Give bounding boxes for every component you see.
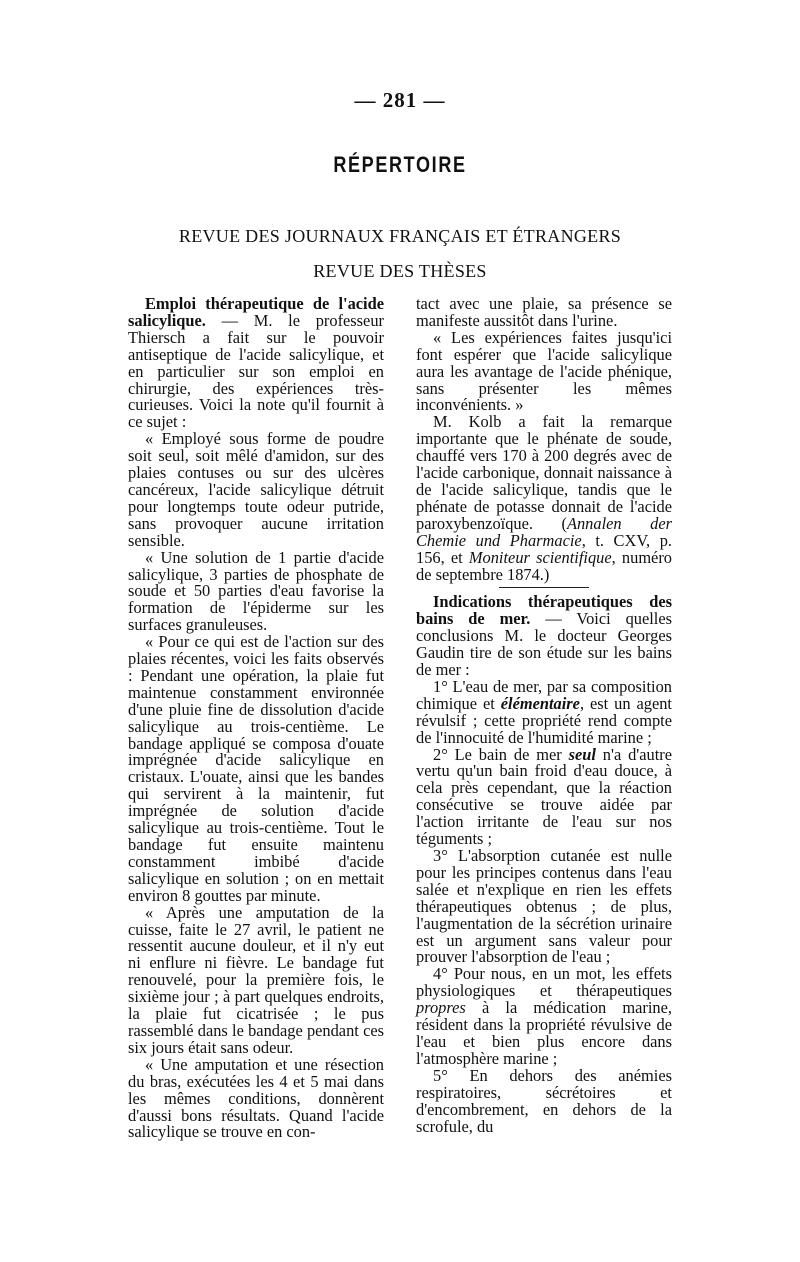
paragraph-text: M. Kolb a fait la remarque importante que le phénate de soude, chauffé vers 170 à 200 degrés avec de l'acide carbonique, donnait naissance à de l'acide salicylique, tandis que le phénate de potasse donnait de l'acide paroxybenzoïque. (: [416, 412, 672, 533]
article-title: Emploi thérapeutique de l'acide salicylique.: [128, 294, 384, 330]
paragraph: « Après une amputation de la cuisse, faite le 27 avril, le patient ne ressentit aucune douleur, et il n'y eut ni enflure ni fièvre. Le bandage fut renouvelé, pour la première fois, le sixième jour ; à part quelques endroits, la plaie fut cicatrisée ; le pus rassemblé dans le bandage pendant ces six jours était sans odeur.: [128, 902, 384, 1057]
emphasis: élémentaire: [500, 693, 580, 713]
paragraph-continuation: tact avec une plaie, sa présence se manifeste aussitôt dans l'urine.: [416, 294, 672, 330]
list-item: 3° L'absorption cutanée est nulle pour les principes contenus dans l'eau salée et n'explique en rien les effets thérapeutiques obtenus ; de plus, l'augmentation de la sécrétion urinaire est un argument sans valeur pour prouver l'absorption de l'eau ;: [416, 846, 672, 967]
list-item: [416, 676, 672, 747]
emphasis: propres: [416, 998, 466, 1018]
article-intro: [416, 594, 672, 679]
right-column: [416, 296, 672, 1135]
thesis-review-heading: REVUE DES THÈSES: [313, 261, 487, 281]
article-intro: [128, 296, 384, 431]
paragraph-text: , t. CXV, p. 156, et: [416, 530, 672, 567]
paragraph: « Pour ce qui est de l'action sur des plaies récentes, voici les faits observés : Pendant une opération, la plaie fut maintenue constamment environnée d'une pluie fine de dissolution d'acide salicylique au trois-centième. Le bandage appliqué se composa d'ouate imprégnée d'acide salicylique en cristaux. L'ouate, ainsi que les bandes qui servirent à la maintenir, fut imprégnée de solution d'acide salicylique au trois-centième. Tout le bandage fut ensuite maintenu constamment imbibé d'acide salicylique en solution ; on en mettait environ 8 gouttes par minute.: [128, 632, 384, 905]
section-title: RÉPERTOIRE: [333, 152, 467, 177]
article-intro-text: — Voici quelles conclusions M. le docteur Georges Gaudin tire de son étude sur les bains de mer :: [416, 609, 672, 680]
article-intro-text: — M. le professeur Thiersch a fait sur le pouvoir antiseptique de l'acide salicylique, et en particulier sur son emploi en chirurgie, des expériences très-curieuses. Voici la note qu'il fournit à ce sujet :: [128, 310, 384, 432]
list-item-text: 1° L'eau de mer, par sa composition chimique et: [416, 676, 672, 713]
paragraph: « Les expériences faites jusqu'ici font espérer que l'acide salicylique aura les avantage de l'acide phénique, sans présenter les mêmes inconvénients. »: [416, 327, 672, 415]
emphasis: seul: [568, 744, 596, 764]
list-item-text: 2° Le bain de mer: [433, 744, 569, 764]
paragraph-text: , numéro de septembre 1874.): [416, 547, 672, 584]
list-item-text: , est un agent révulsif ; cette propriété rend compte de l'innocuité de l'humidité marine ;: [416, 693, 672, 747]
paragraph: [416, 414, 672, 583]
paragraph: « Employé sous forme de poudre soit seul, soit mêlé d'amidon, sur des plaies contuses ou sur des ulcères cancéreux, l'acide salicylique détruit pour longtemps toute odeur putride, sans provoquer aucune irritation sensible.: [128, 429, 384, 550]
left-column: [128, 296, 384, 1141]
page-number: — 281 —: [354, 88, 446, 112]
article-divider: [499, 587, 589, 588]
list-item: [416, 744, 673, 849]
list-item-text: n'a d'autre vertu qu'un bain froid d'eau douce, à cela près cependant, que la réaction consécutive se trouve aidée par l'action irritante de l'eau sur nos téguments ;: [416, 744, 673, 849]
paragraph: « Une amputation et une résection du bras, exécutées les 4 et 5 mai dans les mêmes conditions, donnèrent d'aussi bons résultats. Quand l'acide salicylique se trouve en con-: [128, 1054, 384, 1142]
journal-review-heading: REVUE DES JOURNAUX FRANÇAIS ET ÉTRANGERS: [178, 226, 622, 246]
citation-journal: Annalen der Chemie und Pharmacie: [416, 513, 672, 550]
list-item-text: 4° Pour nous, en un mot, les effets physiologiques et thérapeutiques: [416, 964, 672, 1001]
list-item: [416, 966, 672, 1067]
paragraph: « Une solution de 1 partie d'acide salicylique, 3 parties de phosphate de soude et 50 parties d'eau favorise la formation de l'épiderme sur les surfaces granuleuses.: [128, 547, 384, 635]
article-title: Indications thérapeutiques des bains de mer.: [416, 592, 672, 629]
list-item-text: à la médication marine, résident dans la propriété révulsive de l'eau et bien plus encore dans l'atmosphère marine ;: [416, 998, 672, 1068]
citation-journal: Moniteur scientifique: [468, 547, 612, 567]
list-item: 5° En dehors des anémies respiratoires, sécrétoires et d'encombrement, en dehors de la scrofule, du: [416, 1065, 672, 1136]
